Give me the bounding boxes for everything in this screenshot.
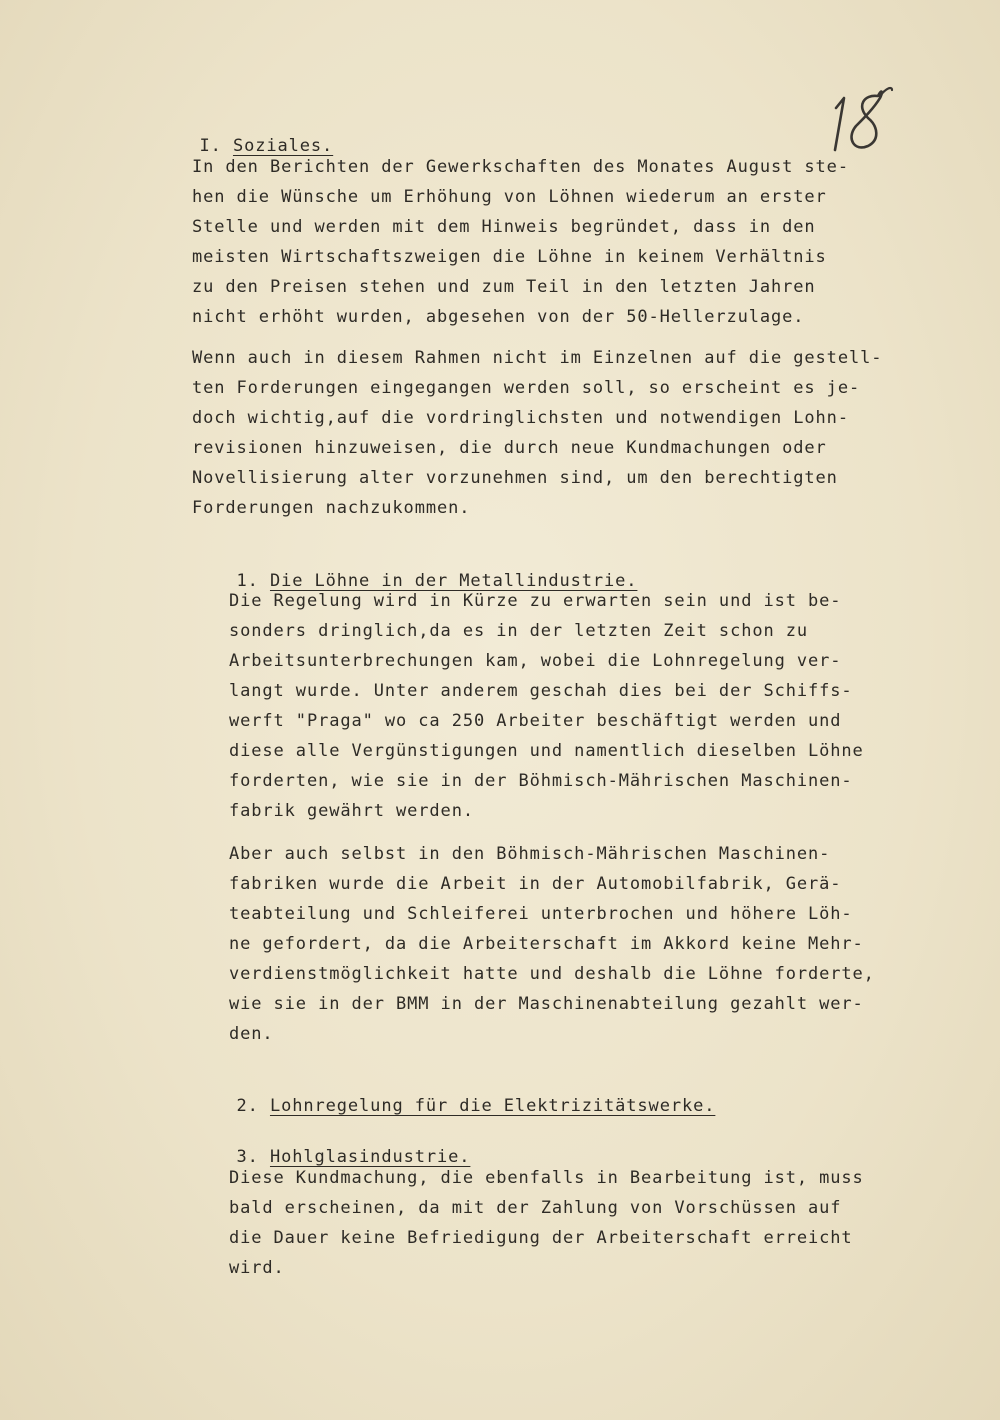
item-3-paragraph-line: Diese Kundmachung, die ebenfalls in Bearbeitung ist, muss	[229, 1168, 864, 1188]
item-3-paragraph-line: bald erscheinen, da mit der Zahlung von Vorschüssen auf	[229, 1198, 842, 1218]
paragraph-2-line: Wenn auch in diesem Rahmen nicht im Einzelnen auf die gestell-	[192, 348, 883, 368]
item-1-paragraph-a-line: Arbeitsunterbrechungen kam, wobei die Lohnregelung ver-	[229, 651, 842, 671]
paragraph-2-line: doch wichtig,auf die vordringlichsten und notwendigen Lohn-	[192, 408, 849, 428]
item-1-paragraph-b-line: Aber auch selbst in den Böhmisch-Mährischen Maschinen-	[229, 844, 831, 864]
item-1-paragraph-b-line: teabteilung und Schleiferei unterbrochen und höhere Löh-	[229, 904, 853, 924]
paragraph-1-line: zu den Preisen stehen und zum Teil in den letzten Jahren	[192, 277, 816, 297]
paragraph-1-line: In den Berichten der Gewerkschaften des Monates August ste-	[192, 157, 849, 177]
paragraph-1-line: Stelle und werden mit dem Hinweis begründet, dass in den	[192, 217, 816, 237]
item-1-paragraph-b-line: verdienstmöglichkeit hatte und deshalb die Löhne forderte,	[229, 964, 875, 984]
item-1-paragraph-b-line: ne gefordert, da die Arbeiterschaft im Akkord keine Mehr-	[229, 934, 864, 954]
paragraph-1-line: nicht erhöht wurden, abgesehen von der 50-Hellerzulage.	[192, 307, 805, 327]
item-1-paragraph-a-line: langt wurde. Unter anderem geschah dies bei der Schiffs-	[229, 681, 853, 701]
item-1-paragraph-a-line: Die Regelung wird in Kürze zu erwarten sein und ist be-	[229, 591, 842, 611]
item-1-paragraph-a-line: diese alle Vergünstigungen und namentlich dieselben Löhne	[229, 741, 864, 761]
handwritten-page-number	[818, 78, 908, 158]
item-1-paragraph-b-line: den.	[229, 1024, 274, 1044]
item-1-paragraph-a-line: fabrik gewährt werden.	[229, 801, 474, 821]
paragraph-2-line: ten Forderungen eingegangen werden soll, so erscheint es je-	[192, 378, 861, 398]
item-3-paragraph-line: wird.	[229, 1258, 285, 1278]
paragraph-2-line: Forderungen nachzukommen.	[192, 498, 471, 518]
item-3-title: Hohlglasindustrie.	[269, 1147, 471, 1167]
paragraph-1-line: meisten Wirtschaftszweigen die Löhne in keinem Verhältnis	[192, 247, 827, 267]
item-1-paragraph-a-line: sonders dringlich,da es in der letzten Zeit schon zu	[229, 621, 809, 641]
section-numeral: I.	[199, 136, 222, 156]
paragraph-2-line: revisionen hinzuweisen, die durch neue Kundmachungen oder	[192, 438, 827, 458]
item-1-paragraph-b-line: wie sie in der BMM in der Maschinenabteilung gezahlt wer-	[229, 994, 864, 1014]
item-1-title: Die Löhne in der Metallindustrie.	[269, 571, 638, 591]
item-1-number: 1.	[236, 571, 259, 591]
item-3-paragraph-line: die Dauer keine Befriedigung der Arbeiterschaft erreicht	[229, 1228, 853, 1248]
item-1-paragraph-b-line: fabriken wurde die Arbeit in der Automobilfabrik, Gerä-	[229, 874, 842, 894]
item-2-number: 2.	[236, 1096, 259, 1116]
paragraph-2-line: Novellisierung alter vorzunehmen sind, um den berechtigten	[192, 468, 838, 488]
section-title: Soziales.	[232, 136, 334, 156]
paragraph-1-line: hen die Wünsche um Erhöhung von Löhnen wiederum an erster	[192, 187, 827, 207]
item-3-number: 3.	[236, 1147, 259, 1167]
item-2-title: Lohnregelung für die Elektrizitätswerke.	[269, 1096, 716, 1116]
item-1-paragraph-a-line: forderten, wie sie in der Böhmisch-Mährischen Maschinen-	[229, 771, 853, 791]
item-1-paragraph-a-line: werft "Praga" wo ca 250 Arbeiter beschäftigt werden und	[229, 711, 842, 731]
